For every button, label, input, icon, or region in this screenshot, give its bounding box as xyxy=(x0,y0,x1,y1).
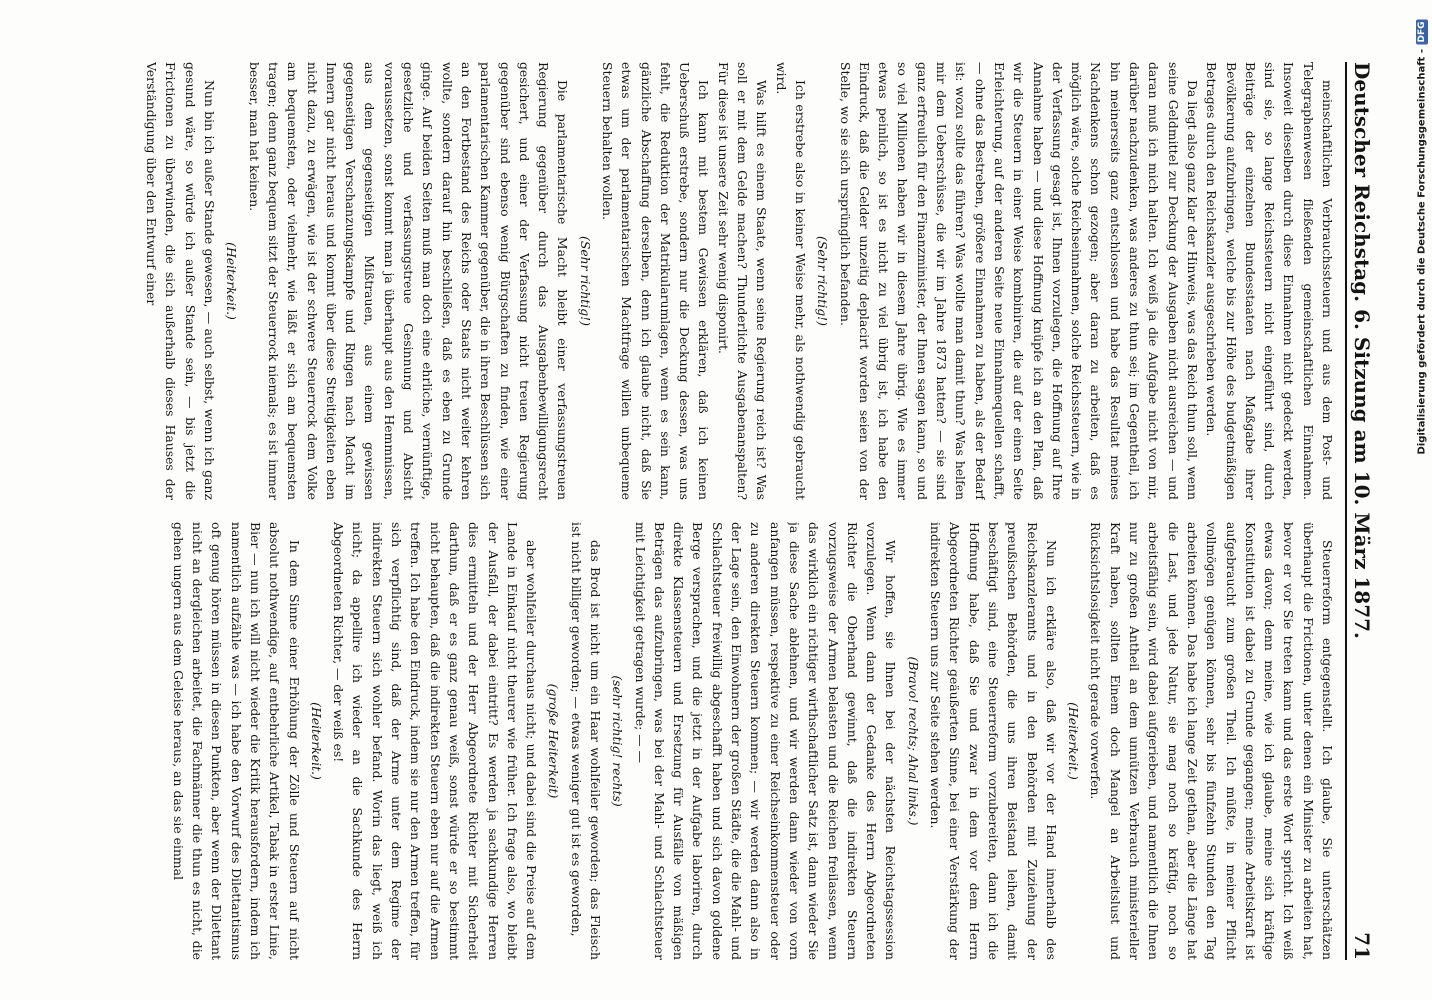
interjection: (Sehr richtig!) xyxy=(815,236,831,326)
digitization-credit xyxy=(1416,20,1428,455)
interjection: (Heiterkeit.) xyxy=(224,242,240,320)
paragraph: Ich kann mit bestem Gewissen erklären, daß ich keinen Ueberschuß erstrebe, sondern nur die Deckung dessen, was uns fehlt, die Reduktion der Matrikularumlagen, wenn es sein kann, gänzliche Abschaffung derselben, denn ich glaube nicht, daß Sie etwas um der parlamentarischen Machtfrage willen unbequeme Steuern behalten wollen. xyxy=(600,62,712,500)
interjection: (Heiterkeit.) xyxy=(308,702,324,780)
paragraph: Steuerreform entgegenstellt. Ich glaube, Sie unterschätzen überhaupt die Frictionen, unter denen ein Minister zu arbeiten hat, bevor er vor Sie treten kann und das erste Wort spricht. Ich weiß etwas davon; denn meine, wie ich glaube, meine sich kräftige Konstitution ist dabei zu Grunde gegangen; meine Arbeitskraft ist aufgebraucht zum großen Theil. Ich müßte, in meiner Pflicht vollmögen genügen können, sehr bis fünfzehn Stunden den Tag arbeiten können. Das habe ich lange Zeit gethan, aber die Länge hat die Last, und jede Natur, sie mag noch so kräftig, noch so arbeitsfähig sein, wird dabei aufgerieben, und namentlich die Ihnen nur zu großen Antheil an dem unnützen Verbrauch ministerieller Kraft haben, sollten Einem doch Mangel an Arbeitslust und Rücksichtslosigkeit nicht gerade vorwerfen. xyxy=(1088,522,1335,960)
paragraph: Wir hoffen, sie Ihnen bei der nächsten Reichstagssession vorzulegen. Wenn dann der Gedanke des Herrn Abgeordneten Richter die Oberhand gewinnt, daß die indirekten Steuern vorzugsweise der Armen belasten und die Reichen freilassen, wenn das wirklich ein richtiger wirthschaftlicher Satz ist, dann wieder Sie ja diese Sache ablehnen, und wir werden dann wieder von vorn anfangen müssen, respektive zu einer Reichseinkommensteuer oder zu anderen direkten Steuern kommen; — wir werden dann also in der Lage sein, den Einwohnern der großen Städte, die die Mahl- und Schlachtsteuer freiwillig abgeschafft haben und sich davon goldene Berge versprachen, und die jetzt in der Aufgabe laboriren, durch direkte Klassensteuern und Ersetzung für Ausfälle von mäßigen Beträgen das aufzubringen, was bei der Mahl- und Schlachtsteuer mit Leichtigkeit getragen wurde; — — xyxy=(632,522,899,960)
credit-text: Digitalisierung gefördert durch die Deutsche Forschungsgemeinschaft - xyxy=(1416,49,1428,455)
text-columns xyxy=(37,62,1345,960)
header-title: Deutscher Reichstag. 6. Sitzung am 10. März 1877. xyxy=(1350,62,1374,640)
dfg-logo: DFG xyxy=(1417,22,1427,44)
paragraph: das Brod ist nicht um ein Haar wohlfeiler geworden; das Fleisch ist nicht billiger geworden; — etwas weniger gut ist es geworden, xyxy=(568,522,604,960)
paragraph: aber wohlfeiler durchaus nicht; und dabei sind die Preise auf dem Lande in Einkauf nicht theurer wie früher. Ich frage also, wo bleibt der Ausfall, der dabei eintritt? Es werden ja sachkundige Herren dies ermitteln und der Herr Abgeordnete Richter mit Sicherheit darthun, daß er es ganz genau weiß, sonst würde er so bestimmt nicht behaupten, daß die indirekten Steuern eben nur auf die Armen treffen. Ich habe den Eindruck, indem sie nur den Armen treffen, für sich verpflichtig sind, daß der Arme unter dem Regime der indirekten Steuern sich wohler befand. Worin das liegt, weiß ich nicht; da appellire ich wieder an die Sachkunde des Herrn Abgeordneten Richter, — der weiß es! xyxy=(331,522,540,960)
paragraph: Da liegt also ganz klar der Hinweis, was das Reich thun soll, wenn seine Geldmittel zur Deckung der Ausgaben nicht ausreichen — und daran muß ich mich halten. Ich weiß ja die Aufgabe nicht von mir, darüber nachzudenken, was anderes zu thun sei; im Gegentheil, ich bin meinerseits ganz entschlossen und habe das Resultat meines Nachdenkens schon gezogen; aber daran zu arbeiten, daß es möglich wäre, solche Reichseinnahmen, solche Reichssteuern, wie in der Verfassung gesagt ist, Ihnen vorzulegen, die Hoffnung auf Ihre Annahme haben — und diese Hoffnung knüpfe ich an den Plan, daß wir die Steuern in einer Weise kombiniren, die auf der einen Seite Erleichterung, auf der anderen Seite neue Einnahmequellen schafft, — ohne das Bestreben, größere Einnahmen zu haben, als der Bedarf ist: wozu sollte das führen? Was wollte man damit thun? Was helfen mir dem Ueberschüsse, die wir im Jahre 1873 hatten? — sie sind ganz erfreulich für den Finanzminister, der Ihnen sagen kann, so und so viel Millionen haben wir in diesem Jahre übrig. Wie es immer etwas peinlich, so ist es nicht zu viel übrig ist, ich habe den Eindruck, daß die Gelder unzeitig deplacirt worden seien von der Stelle, wo sie sich ursprünglich befanden. xyxy=(837,62,1200,500)
page-header xyxy=(1345,62,1374,960)
interjection: (Heiterkeit.) xyxy=(1066,702,1082,780)
paragraph: Nun ich erkläre also, daß wir vor der Hand innerhalb des Reichskanzleramts und in den Behörden mit Zuziehung der preußischen Behörden, die uns ihren Beistand leihen, damit beschäftigt sind, eine Steuerreform vorzubereiten, dann ich die Hoffnung habe, daß Sie und zwar in dem vor dem Herrn Abgeordneten Richter geäußerten Sinne, bei einer Verstärkung der indirekten Steuern uns zur Seite stehen werden. xyxy=(928,522,1059,960)
paragraph: Was hilft es einem Staate, wenn seine Regierung reich ist? Was soll er mit dem Gelde machen? Thunderlichte Ausgabenanspalten? Für diese ist unsere Zeit sehr wenig disponirt. xyxy=(715,62,770,500)
interjection: (große Heiterkeit) xyxy=(546,683,562,799)
paragraph: meinschaftlichen Verbrauchssteuern und aus dem Post- und Telegraphenwesen fließenden gemeinschaftlichen Einnahmen. Insoweit dieselben durch diese Einnahmen nicht gedeckt werden, sind sie, so lange Reichssteuern nicht eingeführt sind, durch Beiträge der einzelnen Bundesstaaten nach Maßgabe ihrer Bevölkerung aufzubringen, welche bis zur Höhe des budgetmäßigen Betrages durch den Reichskanzler ausgeschrieben werden. xyxy=(1204,62,1335,500)
paragraph: In dem Sinne einer Erhöhung der Zölle und Steuern auf nicht absolut nothwendige, auf entbehrliche Artikel, Tabak in erster Linie, Bier — nun ich will nicht wieder die Kritik herausfordern, indem ich namentlich aufzähle was — ich habe den Vorwurf des Dilettantismus oft genug hören müssen in diesen Punkten, aber wenn der Dilettant nicht an dergleichen arbeitet, die Fachmänner die thun es nicht, die gehen ungern aus dem Geleise heraus, an das sie einmal xyxy=(170,522,302,960)
interjection: (sehr richtig! rechts) xyxy=(610,675,626,807)
page-number: 71 xyxy=(1350,932,1374,960)
right-column xyxy=(37,522,1337,960)
paragraph: Ich erstrebe also in keiner Weise mehr, als nothwendig gebraucht wird. xyxy=(773,62,808,500)
paragraph: Die parlamentarische Macht bleibt einer verfassungstreuen Regierung gegenüber durch das Ausgabenbewilligungsrecht gesichert, und einer der Verfassung nicht treuen Regierung gegenüber sind ebenso wenig Bürgschaften zu finden, wie einer parlamentarischen Kammer gegenüber, die in ihren Beschlüssen sich an den Fortbestand des Reichs oder Staats nicht weiter kehren wollte, sondern darauf hin beschließen, daß es eben zu Grunde ginge. Auf beiden Seiten muß man doch eine ehrliche, vernünftige, gesetzliche und verfassungstreue Gesinnung und Absicht voraussetzen, sonst kommt man ja überhaupt aus den Hemmnissen, aus dem gegenseitigen Mißtrauen, aus einem gewissen gegenseitigen Verschanzungskampfe und Ringen nach Macht im Innern gar nicht heraus und kommt über diese Streitigkeiten eben nicht dazu, zu erwägen, wie ist der schwere Steuerrock dem Volke am bequemsten, oder vielmehr, wie läßt er sich am bequemsten tragen; denn ganz bequem sitzt der Steuerrock niemals; es ist immer besser, man hat keinen. xyxy=(246,62,571,500)
interjection: (Bravo! rechts; Ahal links.) xyxy=(905,656,921,826)
interjection: (Sehr richtig!) xyxy=(577,236,593,326)
left-column xyxy=(37,62,1337,500)
paragraph: Nun bin ich außer Stande gewesen, — auch selbst, wenn ich ganz gesund wäre, so würde ich außer Stande sein, — bis jetzt die Frictionen zu überwinden, die sich außerhalb dieses Hauses der Verständigung über den Entwurf einer xyxy=(144,62,218,500)
